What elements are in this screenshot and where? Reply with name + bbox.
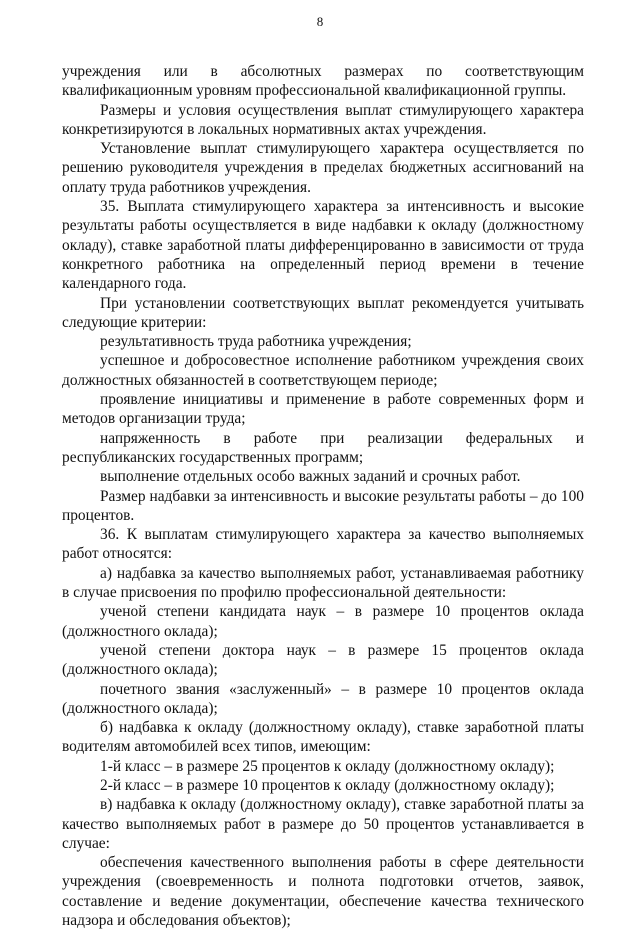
paragraph: успешное и добросовестное исполнение работником учреждения своих должностных обязанностей в соответствующем периоде;: [62, 352, 584, 389]
paragraph: обеспечения качественного выполнения работы в сфере деятельности учреждения (своевременность и полнота подготовки отчетов, заявок, составление и ведение документации, обеспечение качества технического надзора и обследования объектов);: [62, 854, 584, 930]
paragraph: Размер надбавки за интенсивность и высокие результаты работы – до 100 процентов.: [62, 487, 584, 524]
paragraph: 36. К выплатам стимулирующего характера за качество выполняемых работ относятся:: [62, 526, 584, 563]
paragraph: ученой степени доктора наук – в размере 15 процентов оклада (должностного оклада);: [62, 641, 584, 679]
paragraph: Установление выплат стимулирующего характера осуществляется по решению руководителя учреждения в пределах бюджетных ассигнований на оплату труда работников учреждения.: [62, 140, 584, 196]
paragraph: 35. Выплата стимулирующего характера за интенсивность и высокие результаты работы осуществляется в виде надбавки к окладу (должностному окладу), ставке заработной платы дифференцированно в зависимости от труда конкретного работника на определенный период времени в течение календарного года.: [62, 198, 584, 293]
paragraph: ученой степени кандидата наук – в размере 10 процентов оклада (должностного оклада);: [62, 603, 584, 640]
paragraph: учреждения или в абсолютных размерах по соответствующим квалификационным уровням профессиональной квалификационной группы.: [62, 63, 584, 100]
paragraph: проявление инициативы и применение в работе современных форм и методов организации труда;: [62, 391, 584, 428]
paragraph: а) надбавка за качество выполняемых работ, устанавливаемая работнику в случае присвоения по профилю профессиональной деятельности:: [62, 564, 584, 602]
paragraph: напряженность в работе при реализации федеральных и республиканских государственных программ;: [62, 429, 584, 466]
paragraph: результативность труда работника учреждения;: [100, 333, 412, 351]
document-body: [62, 62, 584, 930]
paragraph: выполнение отдельных особо важных заданий и срочных работ.: [100, 468, 521, 486]
paragraph: почетного звания «заслуженный» – в размере 10 процентов оклада (должностного оклада);: [62, 680, 584, 717]
paragraph: 2-й класс – в размере 10 процентов к окладу (должностному окладу);: [100, 776, 555, 794]
page-number: 8: [316, 14, 324, 29]
paragraph: в) надбавка к окладу (должностному окладу), ставке заработной платы за качество выполняемых работ в размере до 50 процентов устанавливается в случае:: [62, 796, 584, 852]
paragraph: Размеры и условия осуществления выплат стимулирующего характера конкретизируются в локальных нормативных актах учреждения.: [62, 101, 584, 138]
paragraph: При установлении соответствующих выплат рекомендуется учитывать следующие критерии:: [62, 294, 584, 331]
paragraph: б) надбавка к окладу (должностному окладу), ставке заработной платы водителям автомобилей всех типов, имеющим:: [62, 719, 584, 756]
paragraph: 1-й класс – в размере 25 процентов к окладу (должностному окладу);: [100, 757, 555, 775]
